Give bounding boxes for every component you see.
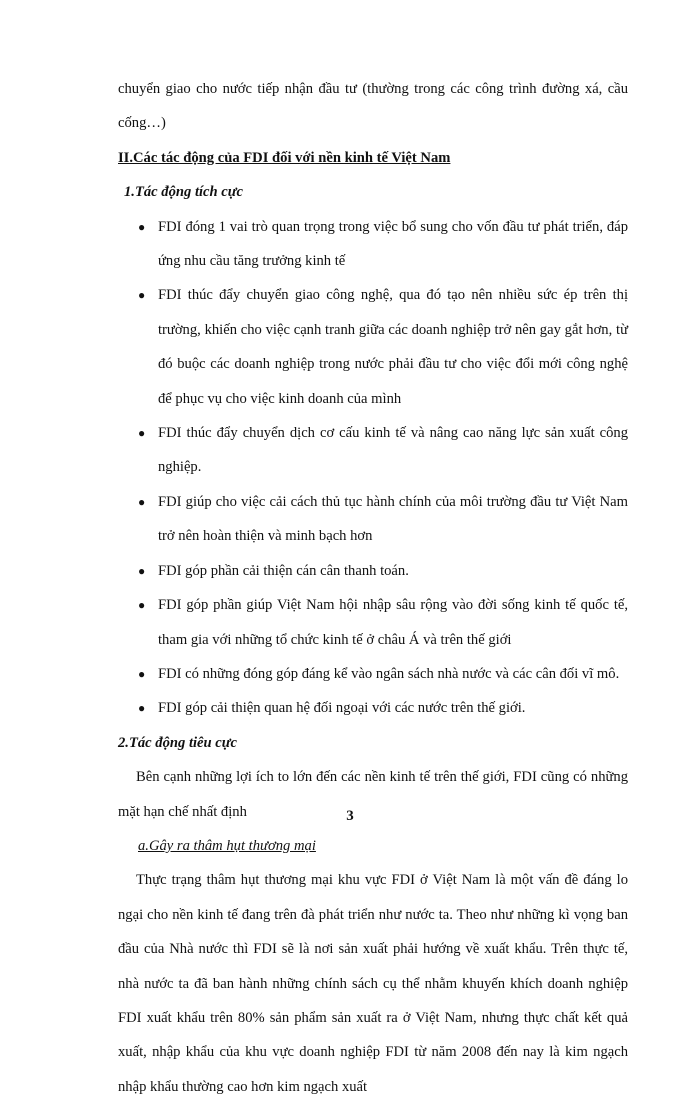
list-item: ● FDI thúc đẩy chuyển dịch cơ cấu kinh tế và nâng cao năng lực sản xuất công nghiệp.: [118, 416, 628, 485]
bullet-icon: ●: [138, 426, 146, 441]
bullet-icon: ●: [138, 598, 146, 613]
list-item: ● FDI đóng 1 vai trò quan trọng trong việc bổ sung cho vốn đầu tư phát triển, đáp ứng nhu cầu tăng trưởng kinh tế: [118, 210, 628, 279]
negative-heading: 2.Tác động tiêu cực: [118, 734, 237, 751]
list-item: ● FDI có những đóng góp đáng kể vào ngân sách nhà nước và các cân đối vĩ mô.: [118, 657, 628, 691]
list-item: ● FDI thúc đẩy chuyển giao công nghệ, qua đó tạo nên nhiều sức ép trên thị trường, khiến cho việc cạnh tranh giữa các doanh nghiệp trở nên gay gắt hơn, từ đó buộc các doanh nghiệp trong nước phải đầu tư cho việc đổi mới công nghệ để phục vụ cho việc kinh doanh của mình: [118, 278, 628, 416]
subsection-a-heading: a.Gây ra thâm hụt thương mại: [138, 837, 316, 854]
bullet-icon: ●: [138, 288, 146, 303]
negative-intro-paragraph: Bên cạnh những lợi ích to lớn đến các nền kinh tế trên thế giới, FDI cũng có những mặt hạn chế nhất định: [118, 769, 628, 820]
positive-heading: 1.Tác động tích cực: [124, 184, 243, 201]
positive-impacts-list: [118, 210, 628, 726]
list-item: ● FDI góp phần giúp Việt Nam hội nhập sâu rộng vào đời sống kinh tế quốc tế, tham gia với những tổ chức kinh tế ở châu Á và trên thế giới: [118, 588, 628, 657]
list-item: ● FDI giúp cho việc cải cách thủ tục hành chính của môi trường đầu tư Việt Nam trở nên hoàn thiện và minh bạch hơn: [118, 485, 628, 554]
intro-paragraph: chuyển giao cho nước tiếp nhận đầu tư (thường trong các công trình đường xá, cầu cống…): [118, 81, 628, 132]
list-item: ● FDI góp cải thiện quan hệ đối ngoại với các nước trên thế giới.: [118, 691, 628, 725]
list-item: ● FDI góp phần cải thiện cán cân thanh toán.: [118, 554, 628, 588]
bullet-icon: ●: [138, 666, 146, 681]
section-heading: II.Các tác động của FDI đối với nền kinh tế Việt Nam: [118, 149, 451, 166]
page-content: [118, 72, 628, 1104]
subsection-a-paragraph: Thực trạng thâm hụt thương mại khu vực FDI ở Việt Nam là một vấn đề đáng lo ngại cho nền kinh tế đang trên đà phát triển như nước ta. Theo như những kì vọng ban đầu của Nhà nước thì FDI sẽ là nơi sản xuất phải hướng về xuất khẩu. Trên thực tế, nhà nước ta đã ban hành những chính sách cụ thể nhằm khuyến khích doanh nghiệp FDI xuất khẩu trên 80% sản phẩm sản xuất ra ở Việt Nam, nhưng thực chất kết quả xuất, nhập khẩu của khu vực doanh nghiệp FDI từ năm 2008 đến nay là kim ngạch nhập khẩu thường cao hơn kim ngạch xuất: [118, 872, 628, 1095]
bullet-icon: ●: [138, 219, 146, 234]
page-number: 3: [346, 808, 354, 824]
bullet-icon: ●: [138, 563, 146, 578]
bullet-icon: ●: [138, 701, 146, 716]
bullet-icon: ●: [138, 494, 146, 509]
